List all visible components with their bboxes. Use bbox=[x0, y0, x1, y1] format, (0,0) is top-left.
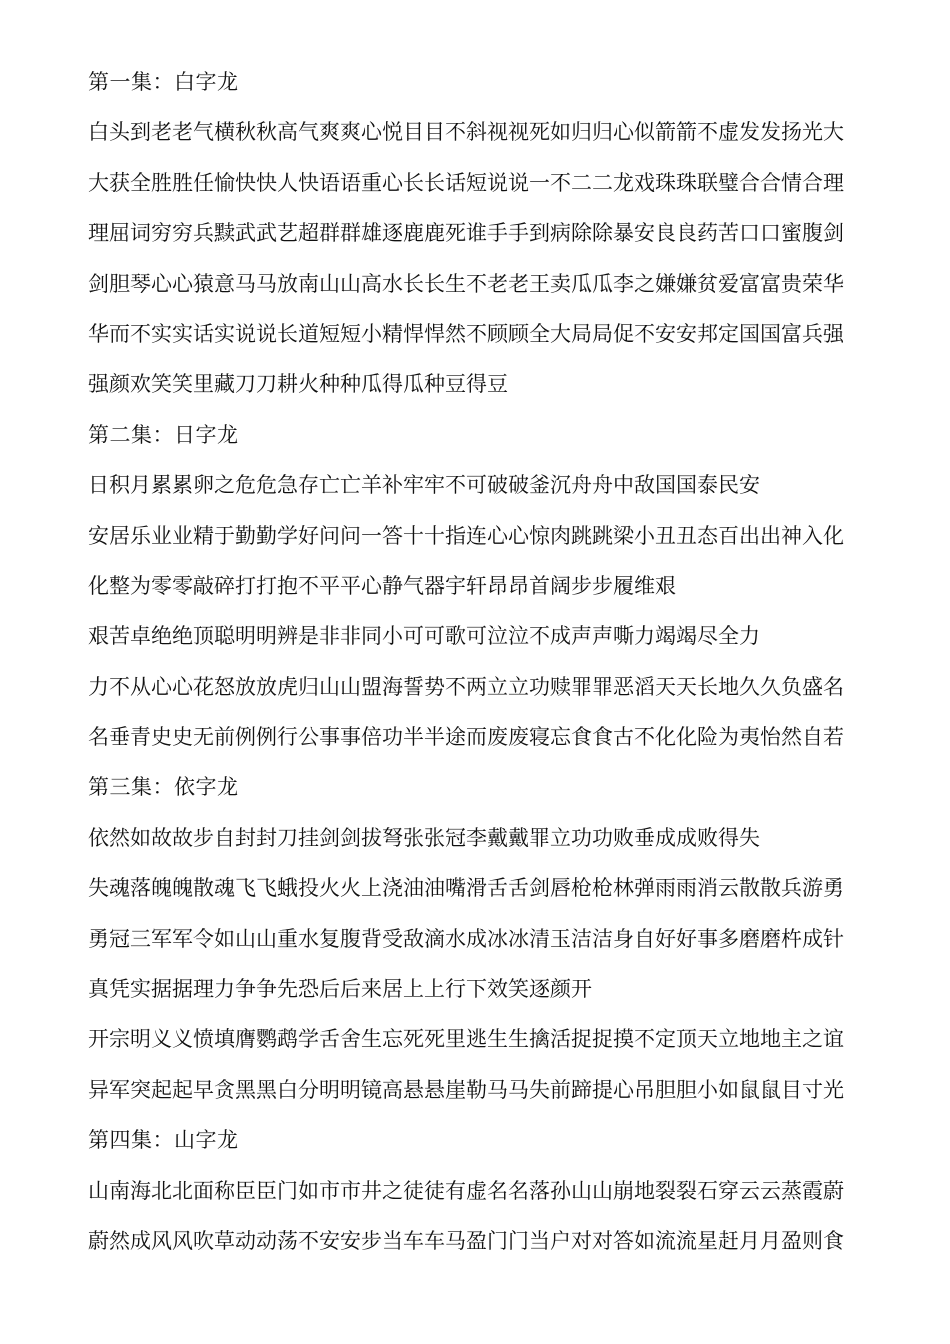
idiom-chain-line: 白头到老老气横秋秋高气爽爽心悦目目不斜视视死如归归心似箭箭不虚发发扬光大 bbox=[88, 120, 844, 145]
idiom-chain-line: 异军突起起早贪黑黑白分明明镜高悬悬崖勒马马失前蹄提心吊胆胆小如鼠鼠目寸光 bbox=[88, 1077, 844, 1102]
idiom-chain-line: 理屈词穷穷兵黩武武艺超群群雄逐鹿鹿死谁手手到病除除暴安良良药苦口口蜜腹剑 bbox=[88, 221, 844, 246]
section-heading-4: 第四集：山字龙 bbox=[88, 1128, 239, 1153]
idiom-chain-line: 名垂青史史无前例例行公事事倍功半半途而废废寝忘食食古不化化险为夷怡然自若 bbox=[88, 725, 844, 750]
idiom-chain-line: 依然如故故步自封封刀挂剑剑拔弩张张冠李戴戴罪立功功败垂成成败得失 bbox=[88, 825, 760, 850]
idiom-chain-line: 强颜欢笑笑里藏刀刀耕火种种瓜得瓜种豆得豆 bbox=[88, 372, 508, 397]
section-heading-1: 第一集：白字龙 bbox=[88, 70, 239, 94]
idiom-chain-line: 蔚然成风风吹草动动荡不安安步当车车马盈门门当户对对答如流流星赶月月盈则食 bbox=[88, 1228, 844, 1253]
idiom-chain-line: 真凭实据据理力争争先恐后后来居上上行下效笑逐颜开 bbox=[88, 977, 592, 1002]
idiom-chain-line: 力不从心心花怒放放虎归山山盟海誓势不两立立功赎罪罪恶滔天天长地久久负盛名 bbox=[88, 674, 844, 699]
idiom-chain-line: 勇冠三军军令如山山重水复腹背受敌滴水成冰冰清玉洁洁身自好好事多磨磨杵成针 bbox=[88, 926, 844, 951]
idiom-chain-line: 大获全胜胜任愉快快人快语语重心长长话短说说一不二二龙戏珠珠联璧合合情合理 bbox=[88, 170, 844, 195]
section-heading-3: 第三集：依字龙 bbox=[88, 775, 239, 800]
idiom-chain-line: 安居乐业业精于勤勤学好问问一答十十指连心心惊肉跳跳梁小丑丑态百出出神入化 bbox=[88, 523, 844, 548]
idiom-chain-line: 华而不实实话实说说长道短短小精悍悍然不顾顾全大局局促不安安邦定国国富兵强 bbox=[88, 321, 844, 346]
idiom-chain-line: 艰苦卓绝绝顶聪明明辨是非非同小可可歌可泣泣不成声声嘶力竭竭尽全力 bbox=[88, 624, 760, 649]
idiom-chain-line: 山南海北北面称臣臣门如市市井之徒徒有虚名名落孙山山崩地裂裂石穿云云蒸霞蔚 bbox=[88, 1178, 844, 1203]
section-heading-2: 第二集：日字龙 bbox=[88, 422, 239, 447]
idiom-chain-line: 日积月累累卵之危危急存亡亡羊补牢牢不可破破釜沉舟舟中敌国国泰民安 bbox=[88, 473, 760, 498]
document-body bbox=[88, 64, 903, 1273]
idiom-chain-line: 化整为零零敲碎打打抱不平平心静气器宇轩昂昂首阔步步履维艰 bbox=[88, 573, 676, 598]
idiom-chain-line: 剑胆琴心心猿意马马放南山山高水长长生不老老王卖瓜瓜李之嫌嫌贫爱富富贵荣华 bbox=[88, 271, 844, 296]
idiom-chain-line: 开宗明义义愤填膺鹦鹉学舌舍生忘死死里逃生生擒活捉捉摸不定顶天立地地主之谊 bbox=[88, 1027, 844, 1052]
idiom-chain-line: 失魂落魄魄散魂飞飞蛾投火火上浇油油嘴滑舌舌剑唇枪枪林弹雨雨消云散散兵游勇 bbox=[88, 876, 844, 901]
